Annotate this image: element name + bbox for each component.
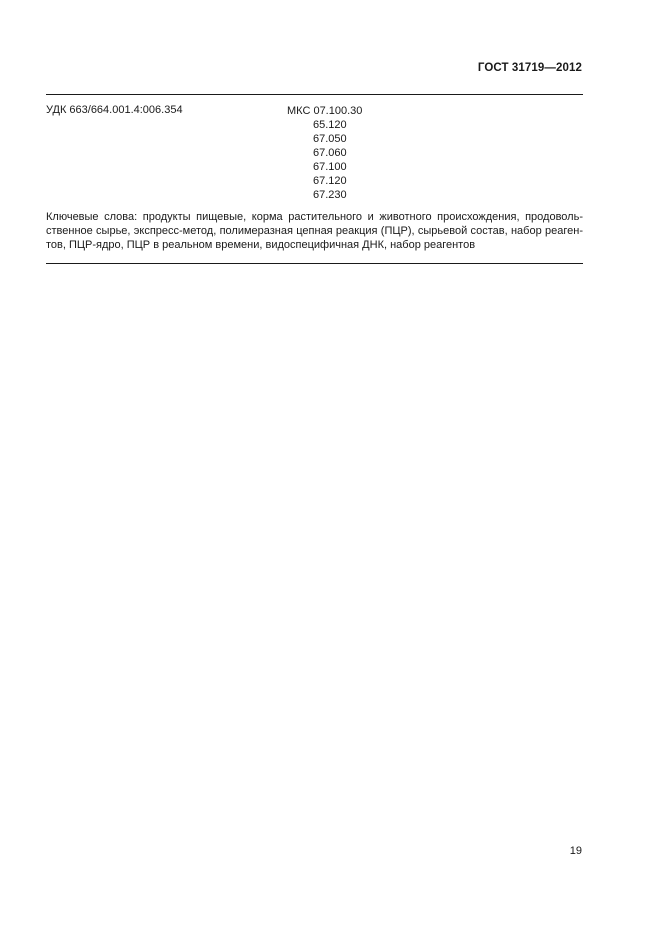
mks-codes-list (313, 118, 362, 202)
standard-header: ГОСТ 31719—2012 (477, 62, 582, 74)
mks-first-line: МКС 07.100.30 (287, 105, 363, 117)
keywords-line: ственное сырье, экспресс-метод, полимеразная цепная реакция (ПЦР), сырьевой состав, набор реаген- (46, 225, 583, 237)
page-number: 19 (569, 845, 582, 857)
bottom-divider (46, 263, 583, 264)
mks-code: 65.120 (313, 119, 347, 131)
mks-code: 67.050 (313, 133, 347, 145)
mks-code: 67.230 (313, 189, 347, 201)
top-divider (46, 94, 583, 95)
mks-code: 67.060 (313, 147, 347, 159)
udk-code: УДК 663/664.001.4:006.354 (46, 104, 183, 116)
keywords-line: Ключевые слова: продукты пищевые, корма растительного и животного происхождения, продоволь- (46, 211, 583, 223)
keywords-paragraph (46, 210, 583, 252)
mks-code: 67.100 (313, 161, 347, 173)
mks-block (287, 104, 362, 202)
mks-code: 67.120 (313, 175, 347, 187)
keywords-line: тов, ПЦР-ядро, ПЦР в реальном времени, видоспецифичная ДНК, набор реагентов (46, 239, 476, 251)
